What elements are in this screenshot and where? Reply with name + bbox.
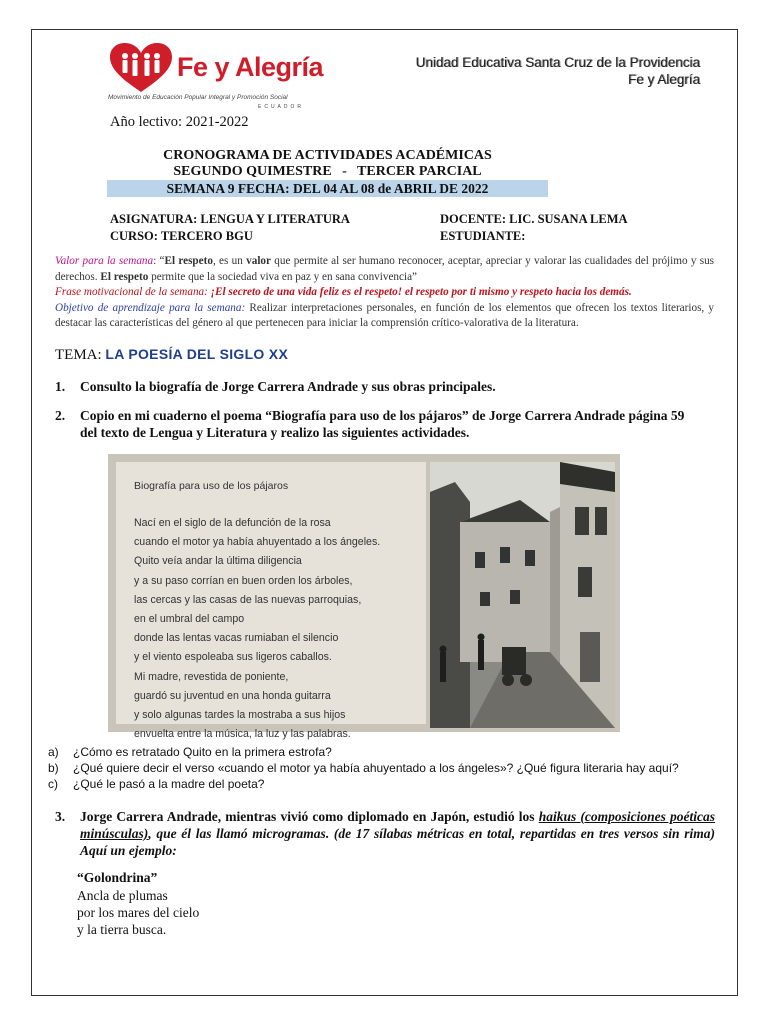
sub-question-a: a) ¿Cómo es retratado Quito en la primera estrofa? bbox=[48, 745, 332, 759]
haiku-example bbox=[77, 869, 199, 938]
poem-line: guardó su juventud en una honda guitarra bbox=[134, 689, 331, 702]
week-banner: SEMANA 9 FECHA: DEL 04 AL 08 de ABRIL DE 2022 bbox=[107, 180, 548, 197]
document-title: CRONOGRAMA DE ACTIVIDADES ACADÉMICAS bbox=[163, 148, 492, 163]
question-1: 1. Consulto la biografía de Jorge Carrera Andrade y sus obras principales. bbox=[55, 379, 496, 394]
quito-street-photo bbox=[430, 462, 615, 728]
objective-label: Objetivo de aprendizaje para la semana: bbox=[55, 301, 246, 314]
sub-question-c: c) ¿Qué le pasó a la madre del poeta? bbox=[48, 777, 265, 791]
poem-line: cuando el motor ya había ahuyentado a los ángeles. bbox=[134, 536, 381, 549]
course-label: CURSO: TERCERO BGU bbox=[110, 229, 253, 243]
learning-objective: Objetivo de aprendizaje para la semana: Realizar interpretaciones personales, en función de los elementos que ofrecen los textos literarios, y destacar las características del género al que pertenecen para iniciar la comprensión crítico-valorativa de la literatura. bbox=[55, 301, 715, 330]
poem-line: y solo algunas tardes la mostraba a sus hijos bbox=[134, 709, 346, 722]
poem-title: Biografía para uso de los pájaros bbox=[134, 480, 289, 492]
subject-label: ASIGNATURA: LENGUA Y LITERATURA bbox=[110, 212, 350, 226]
value-label: Valor para la semana bbox=[55, 255, 154, 267]
student-label: ESTUDIANTE: bbox=[440, 229, 526, 243]
school-name bbox=[416, 54, 700, 88]
heart-logo-icon bbox=[108, 42, 174, 94]
weekly-value: Valor para la semana: “El respeto, es un valor que permite al ser humano reconocer, aceptar, apreciar y valorar las cualidades del prójimo y sus derechos. El respeto permite que la sociedad viva en paz y en sana convivencia” bbox=[55, 255, 715, 283]
poem-panel bbox=[116, 462, 426, 741]
topic-heading: TEMA: LA POESÍA DEL SIGLO XX bbox=[55, 346, 289, 363]
poem-line: las cercas y las casas de las nuevas parroquias, bbox=[134, 593, 362, 606]
haiku-title: “Golondrina” bbox=[77, 870, 158, 885]
weekly-intro bbox=[55, 254, 714, 332]
poem-line: en el umbral del campo bbox=[134, 613, 245, 626]
haiku-line: por los mares del cielo bbox=[77, 905, 200, 920]
haiku-line: y la tierra busca. bbox=[77, 922, 167, 937]
poem-line: Mi madre, revestida de poniente, bbox=[134, 670, 289, 683]
poem-line: y a su paso corrían en buen orden los árboles, bbox=[134, 574, 353, 587]
motivational-phrase: Frase motivacional de la semana: ¡El secreto de una vida feliz es el respeto! el respeto por ti mismo y respeto hacia los demás. bbox=[55, 286, 632, 299]
question-3: 3. Jorge Carrera Andrade, mientras vivió como diplomado en Japón, estudió los haikus (composiciones poéticas minúsculas), que él las llamó microgramas. (de 17 sílabas métricas en total, repartidas en tres versos sin rima) Aquí un ejemplo: bbox=[55, 809, 716, 858]
poem-lines bbox=[134, 514, 380, 744]
question-2: 2. Copio en mi cuaderno el poema “Biografía para uso de los pájaros” de Jorge Carrera Andrade página 59 del texto de Lengua y Literatura y realizo las siguientes actividades. bbox=[55, 408, 685, 440]
poem-line: Quito veía andar la última diligencia bbox=[134, 555, 302, 568]
motivational-label: Frase motivacional de la semana bbox=[55, 286, 205, 299]
poem-line: donde las lentas vacas rumiaban el silencio bbox=[134, 632, 339, 645]
school-year: Año lectivo: 2021-2022 bbox=[110, 114, 249, 130]
sub-question-b: b) ¿Qué quiere decir el verso «cuando el motor ya había ahuyentado a los ángeles»? ¿Qué figura literaria hay aquí? bbox=[48, 761, 679, 775]
logo-tagline: Movimiento de Educación Popular Integral y Promoción Social bbox=[108, 94, 288, 101]
logo-country: ECUADOR bbox=[258, 104, 305, 110]
poem-figure bbox=[108, 454, 620, 741]
haiku-line: Ancla de plumas bbox=[77, 888, 168, 903]
teacher-label: DOCENTE: LIC. SUSANA LEMA bbox=[440, 212, 628, 226]
school-line-1: Unidad Educativa Santa Cruz de la Providencia bbox=[415, 55, 700, 70]
document-subtitle: SEGUNDO QUIMESTRE - TERCER PARCIAL bbox=[173, 164, 482, 179]
fe-y-alegria-logo bbox=[108, 42, 324, 120]
school-line-2: Fe y Alegría bbox=[627, 72, 700, 87]
poem-line: envuelta entre la música, la luz y las palabras. bbox=[134, 728, 351, 741]
poem-line: Nací en el siglo de la defunción de la rosa bbox=[134, 517, 331, 529]
poem-line: y el viento espoleaba sus ligeros caballos. bbox=[134, 651, 332, 664]
logo-name: Fe y Alegría bbox=[177, 52, 324, 82]
topic-title: LA POESÍA DEL SIGLO XX bbox=[105, 346, 289, 362]
